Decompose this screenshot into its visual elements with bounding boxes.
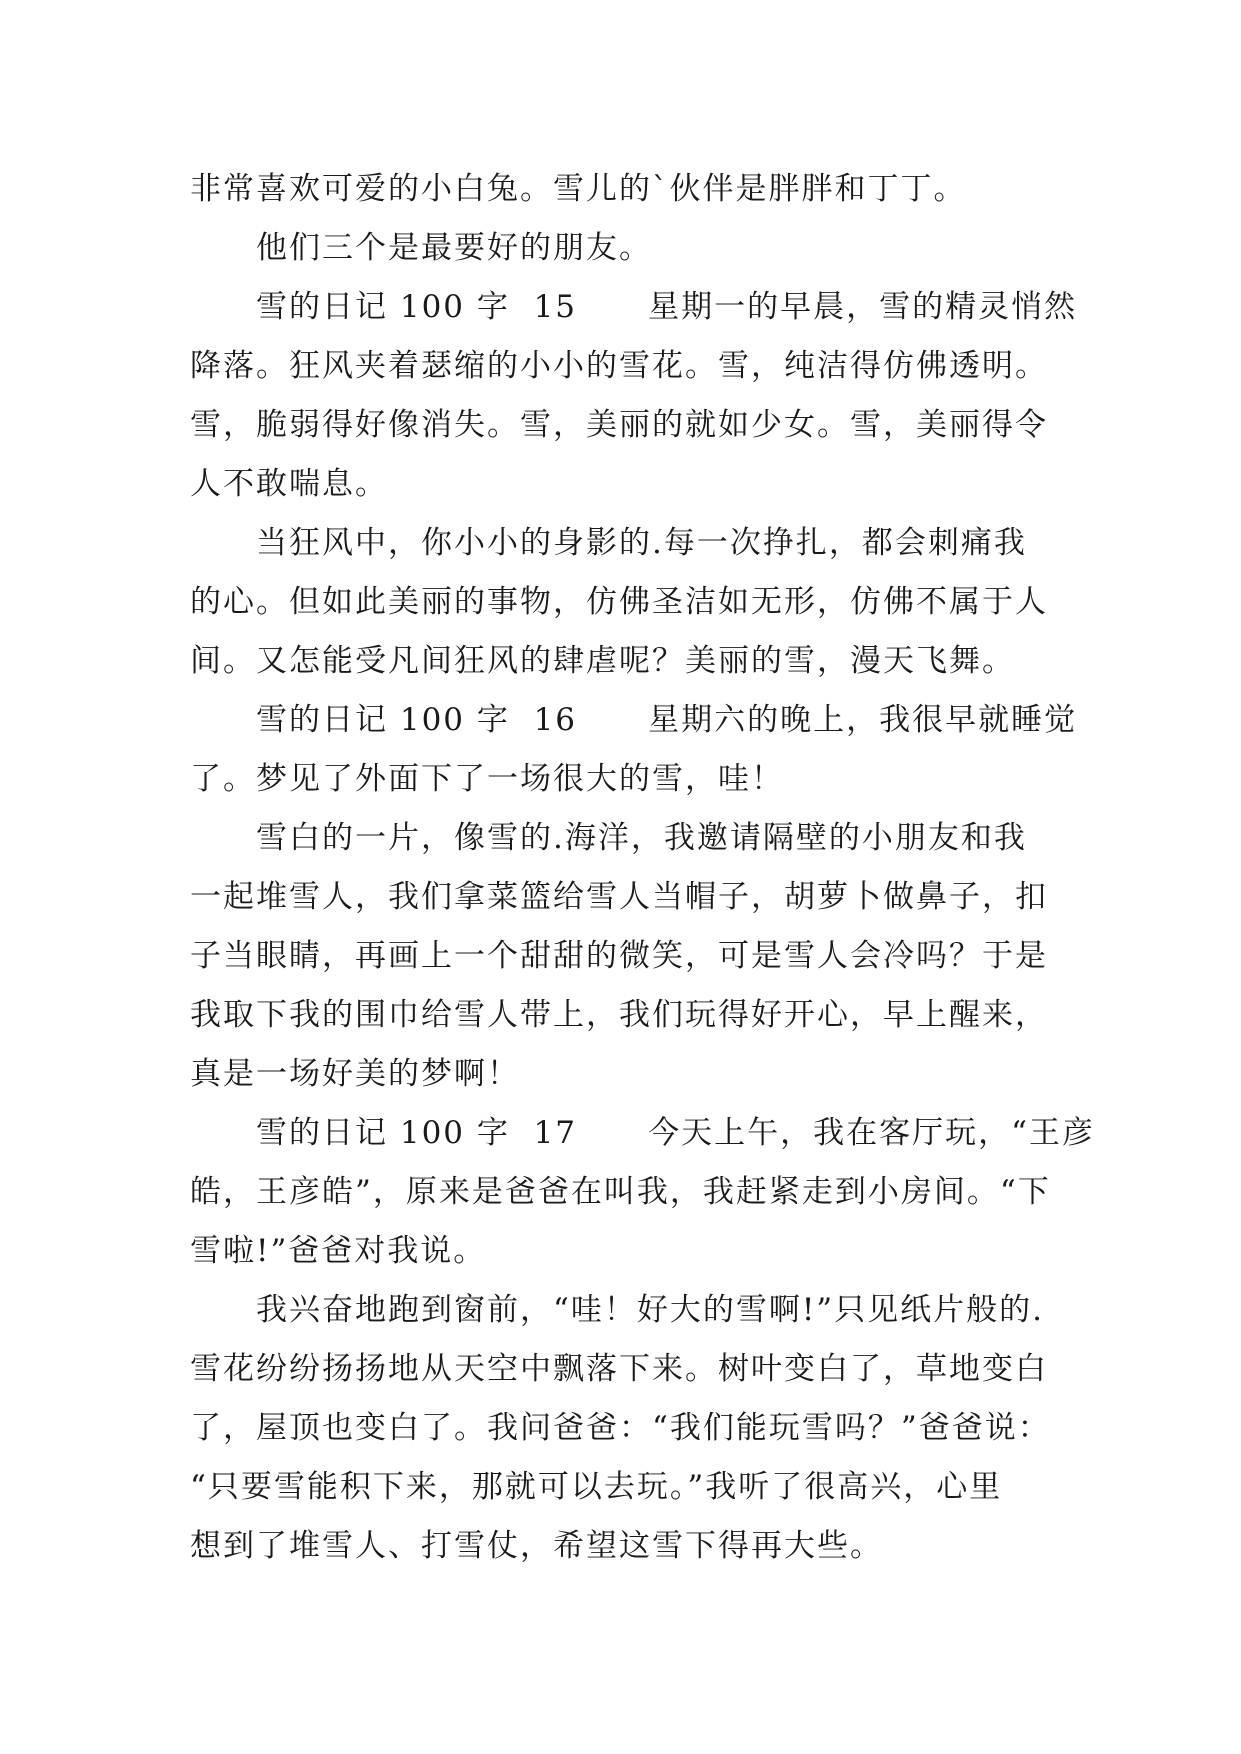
text-line: 雪花纷纷扬扬地从天空中飘落下来。树叶变白了，草地变白 [190,1351,1048,1387]
text-line: 雪的日记 100 字 16 星期六的晚上，我很早就睡觉 [256,702,1078,738]
text-line: 降落。狂风夹着瑟缩的小小的雪花。雪，纯洁得仿佛透明。 [190,348,1048,384]
text-line: 一起堆雪人，我们拿菜篮给雪人当帽子，胡萝卜做鼻子，扣 [190,879,1048,915]
text-line: 雪的日记 100 字 15 星期一的早晨，雪的精灵悄然 [256,289,1078,325]
body-text [190,160,1096,1576]
text-line: 当狂风中，你小小的身影的.每一次挣扎，都会刺痛我 [256,525,1027,561]
text-line: 了，屋顶也变白了。我问爸爸：“我们能玩雪吗？”爸爸说： [190,1410,1051,1446]
text-line: 雪啦!”爸爸对我说。 [190,1233,487,1269]
text-line: 雪，脆弱得好像消失。雪，美丽的就如少女。雪，美丽得令 [190,407,1048,443]
text-line: 他们三个是最要好的朋友。 [256,230,652,266]
text-line: 间。又怎能受凡间狂风的肆虐呢？美丽的雪，漫天飞舞。 [190,643,1015,679]
text-line: 非常喜欢可爱的小白兔。雪儿的`伙伴是胖胖和丁丁。 [190,171,967,207]
text-line: 真是一场好美的梦啊！ [190,1056,520,1092]
text-line: “只要雪能积下来，那就可以去玩。”我听了很高兴，心里 [190,1469,1003,1505]
text-line: 我兴奋地跑到窗前，“哇！好大的雪啊!”只见纸片般的. [256,1292,1045,1328]
text-line: 雪的日记 100 字 17 今天上午，我在客厅玩，“王彦 [256,1115,1096,1151]
text-line: 皓，王彦皓”，原来是爸爸在叫我，我赶紧走到小房间。“下 [190,1174,1051,1210]
text-line: 我取下我的围巾给雪人带上，我们玩得好开心，早上醒来， [190,997,1048,1033]
text-line: 人不敢喘息。 [190,466,388,502]
text-line: 子当眼睛，再画上一个甜甜的微笑，可是雪人会冷吗？于是 [190,938,1048,974]
text-line: 想到了堆雪人、打雪仗，希望这雪下得再大些。 [190,1528,883,1564]
text-line: 雪白的一片，像雪的.海洋，我邀请隔壁的小朋友和我 [256,820,1027,856]
text-line: 了。梦见了外面下了一场很大的雪，哇！ [190,761,784,797]
text-line: 的心。但如此美丽的事物，仿佛圣洁如无形，仿佛不属于人 [190,584,1048,620]
